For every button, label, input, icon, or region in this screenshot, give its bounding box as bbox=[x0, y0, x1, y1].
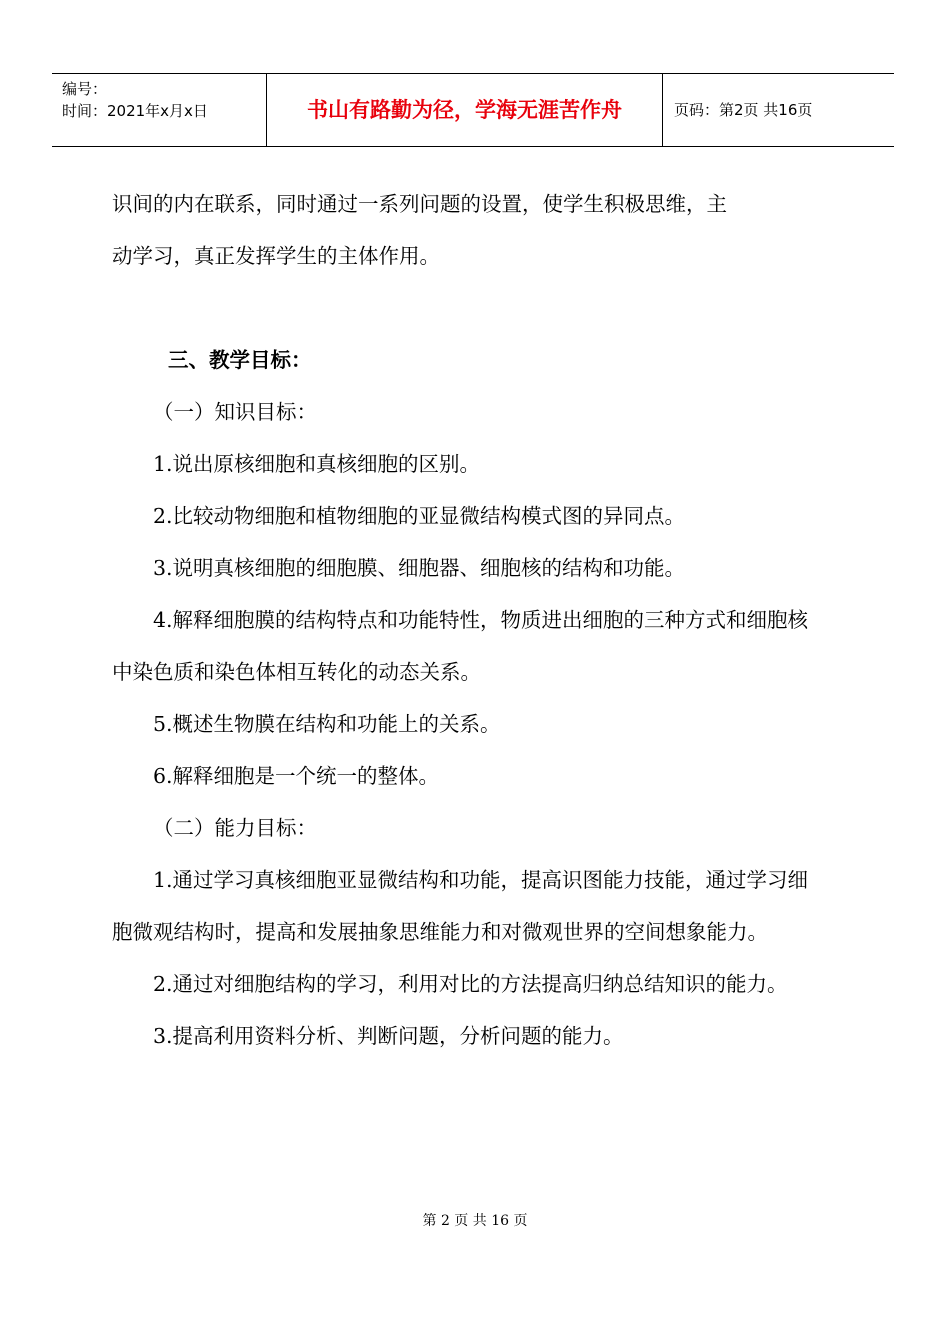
header-divider bbox=[662, 74, 663, 146]
ability-item: 3.提高利用资料分析、判断问题，分析问题的能力。 bbox=[153, 1024, 624, 1048]
ability-item: 1.通过学习真核细胞亚显微结构和功能，提高识图能力技能，通过学习细胞微观结构时，提高和发展抽象思维能力和对微观世界的空间想象能力。 bbox=[112, 868, 809, 944]
document-number-label: 编号： bbox=[62, 80, 108, 98]
knowledge-item: 6.解释细胞是一个统一的整体。 bbox=[153, 764, 440, 788]
document-body bbox=[112, 178, 828, 1062]
knowledge-item: 4.解释细胞膜的结构特点和功能特性，物质进出细胞的三种方式和细胞核中染色质和染色体相互转化的动态关系。 bbox=[112, 608, 809, 684]
document-time-label: 时间：2021年x月x日 bbox=[62, 102, 208, 120]
ability-item: 2.通过对细胞结构的学习，利用对比的方法提高归纳总结知识的能力。 bbox=[153, 972, 788, 996]
knowledge-item: 3.说明真核细胞的细胞膜、细胞器、细胞核的结构和功能。 bbox=[153, 556, 686, 580]
section-title: 三、教学目标： bbox=[168, 348, 312, 372]
subsection-title-ability: （二）能力目标： bbox=[153, 816, 317, 840]
page-footer: 第 2 页 共 16 页 bbox=[422, 1213, 528, 1229]
page-header bbox=[52, 73, 894, 147]
intro-paragraph-line: 识间的内在联系，同时通过一系列问题的设置，使学生积极思维，主 bbox=[112, 192, 727, 216]
header-meta bbox=[62, 78, 272, 122]
header-page-number: 页码：第2页 共16页 bbox=[674, 101, 813, 119]
header-motto: 书山有路勤为径，学海无涯苦作舟 bbox=[307, 98, 622, 122]
subsection-title-knowledge: （一）知识目标： bbox=[153, 400, 317, 424]
knowledge-item: 5.概述生物膜在结构和功能上的关系。 bbox=[153, 712, 501, 736]
knowledge-item: 1.说出原核细胞和真核细胞的区别。 bbox=[153, 452, 481, 476]
intro-paragraph-line: 动学习，真正发挥学生的主体作用。 bbox=[112, 244, 440, 268]
knowledge-item: 2.比较动物细胞和植物细胞的亚显微结构模式图的异同点。 bbox=[153, 504, 686, 528]
